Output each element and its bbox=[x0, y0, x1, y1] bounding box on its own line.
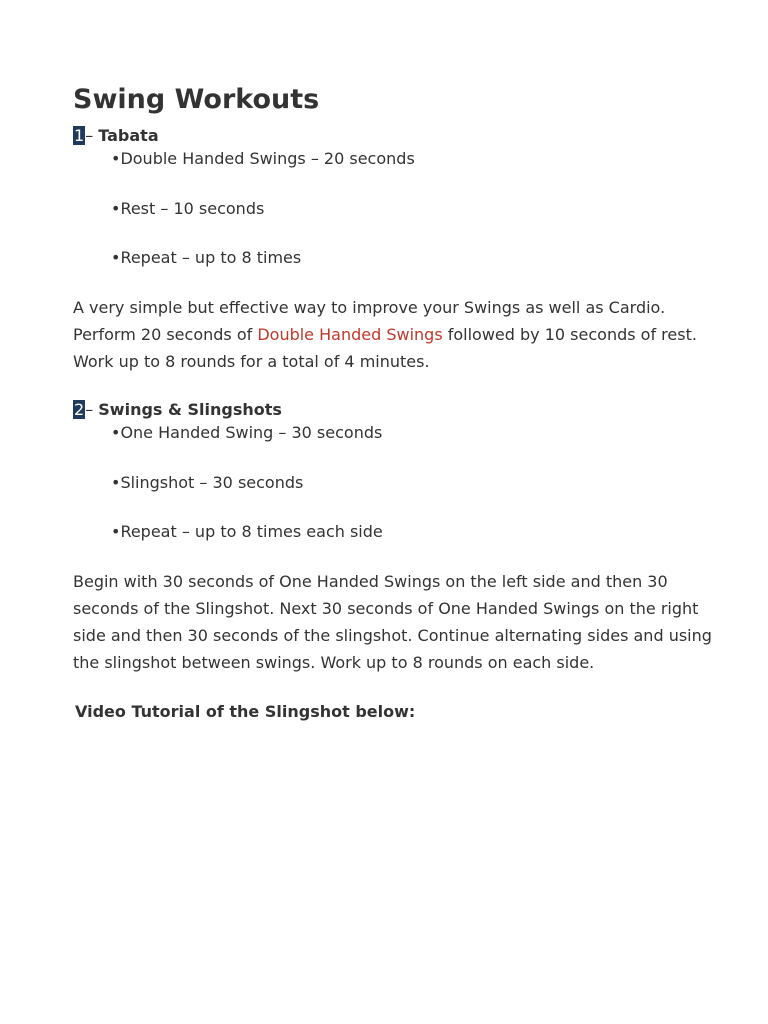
workout-description-tabata bbox=[73, 294, 713, 375]
workout-description-swings-slingshots: Begin with 30 seconds of One Handed Swings on the left side and then 30 seconds of the Slingshot. Next 30 seconds of One Handed Swings on the right side and then 30 seconds of the slingshot. Continue alternating sides and using the slingshot between swings. Work up to 8 rounds on each side. bbox=[73, 572, 712, 672]
double-handed-swings-link[interactable]: Double Handed Swings bbox=[257, 325, 443, 344]
list-item: •Repeat – up to 8 times bbox=[111, 248, 302, 267]
workout-heading-tabata bbox=[73, 124, 159, 148]
workout-separator: – bbox=[85, 126, 99, 145]
workout-separator: – bbox=[85, 400, 99, 419]
list-item: •Rest – 10 seconds bbox=[111, 199, 265, 218]
workout-number: 2 bbox=[74, 400, 85, 419]
list-item: •Double Handed Swings – 20 seconds bbox=[111, 149, 415, 168]
list-item: •One Handed Swing – 30 seconds bbox=[111, 423, 383, 442]
page-title: Swing Workouts bbox=[73, 84, 320, 115]
list-item: •Repeat – up to 8 times each side bbox=[111, 522, 383, 541]
workout-name: Swings & Slingshots bbox=[98, 400, 282, 419]
workout-heading-swings-slingshots bbox=[73, 398, 282, 422]
description-text: A very simple but effective way to improve your Swings as well as Cardio. Perform 20 seconds of bbox=[73, 298, 666, 344]
video-tutorial-label: Video Tutorial of the Slingshot below: bbox=[75, 702, 416, 721]
list-item: •Slingshot – 30 seconds bbox=[111, 473, 304, 492]
workout-name: Tabata bbox=[98, 126, 159, 145]
workout-number: 1 bbox=[74, 126, 85, 145]
description-text: followed by 10 seconds of rest. Work up to 8 rounds for a total of 4 minutes. bbox=[73, 325, 697, 371]
